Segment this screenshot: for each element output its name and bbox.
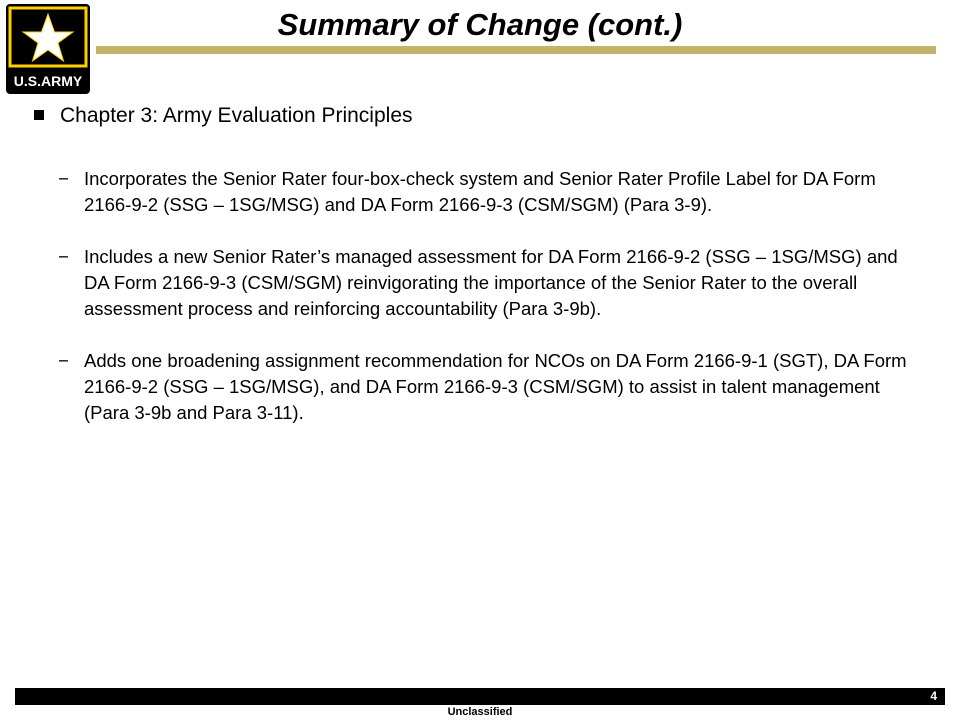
classification-label: Unclassified	[447, 706, 513, 718]
list-item	[58, 244, 918, 322]
title-underline-bar	[96, 46, 936, 54]
list-item	[58, 166, 918, 218]
dash-bullet-icon: −	[58, 350, 69, 371]
main-bullet	[34, 104, 413, 128]
dash-bullet-icon: −	[58, 168, 69, 189]
main-bullet-text: Chapter 3: Army Evaluation Principles	[60, 104, 413, 127]
footer-bar	[15, 688, 945, 705]
logo-text: U.S.ARMY	[13, 73, 83, 89]
square-bullet-icon	[34, 110, 44, 120]
page-number: 4	[930, 689, 937, 703]
slide-title: Summary of Change (cont.)	[277, 7, 683, 42]
dash-bullet-icon: −	[58, 246, 69, 267]
list-item-text: Includes a new Senior Rater’s managed assessment for DA Form 2166-9-2 (SSG – 1SG/MSG) and DA Form 2166-9-3 (CSM/SGM) reinvigorating the importance of the Senior Rater to the overall assessment process and reinforcing accountability (Para 3-9b).	[84, 246, 898, 319]
list-item-text: Incorporates the Senior Rater four-box-check system and Senior Rater Profile Label for DA Form 2166-9-2 (SSG – 1SG/MSG) and DA Form 2166-9-3 (CSM/SGM) (Para 3-9).	[84, 168, 876, 215]
sub-bullet-list	[58, 166, 918, 452]
list-item-text: Adds one broadening assignment recommendation for NCOs on DA Form 2166-9-1 (SGT), DA Form 2166-9-2 (SSG – 1SG/MSG), and DA Form 2166-9-3 (CSM/SGM) to assist in talent management (Para 3-9b and Para 3-11).	[84, 350, 907, 423]
list-item	[58, 348, 918, 426]
